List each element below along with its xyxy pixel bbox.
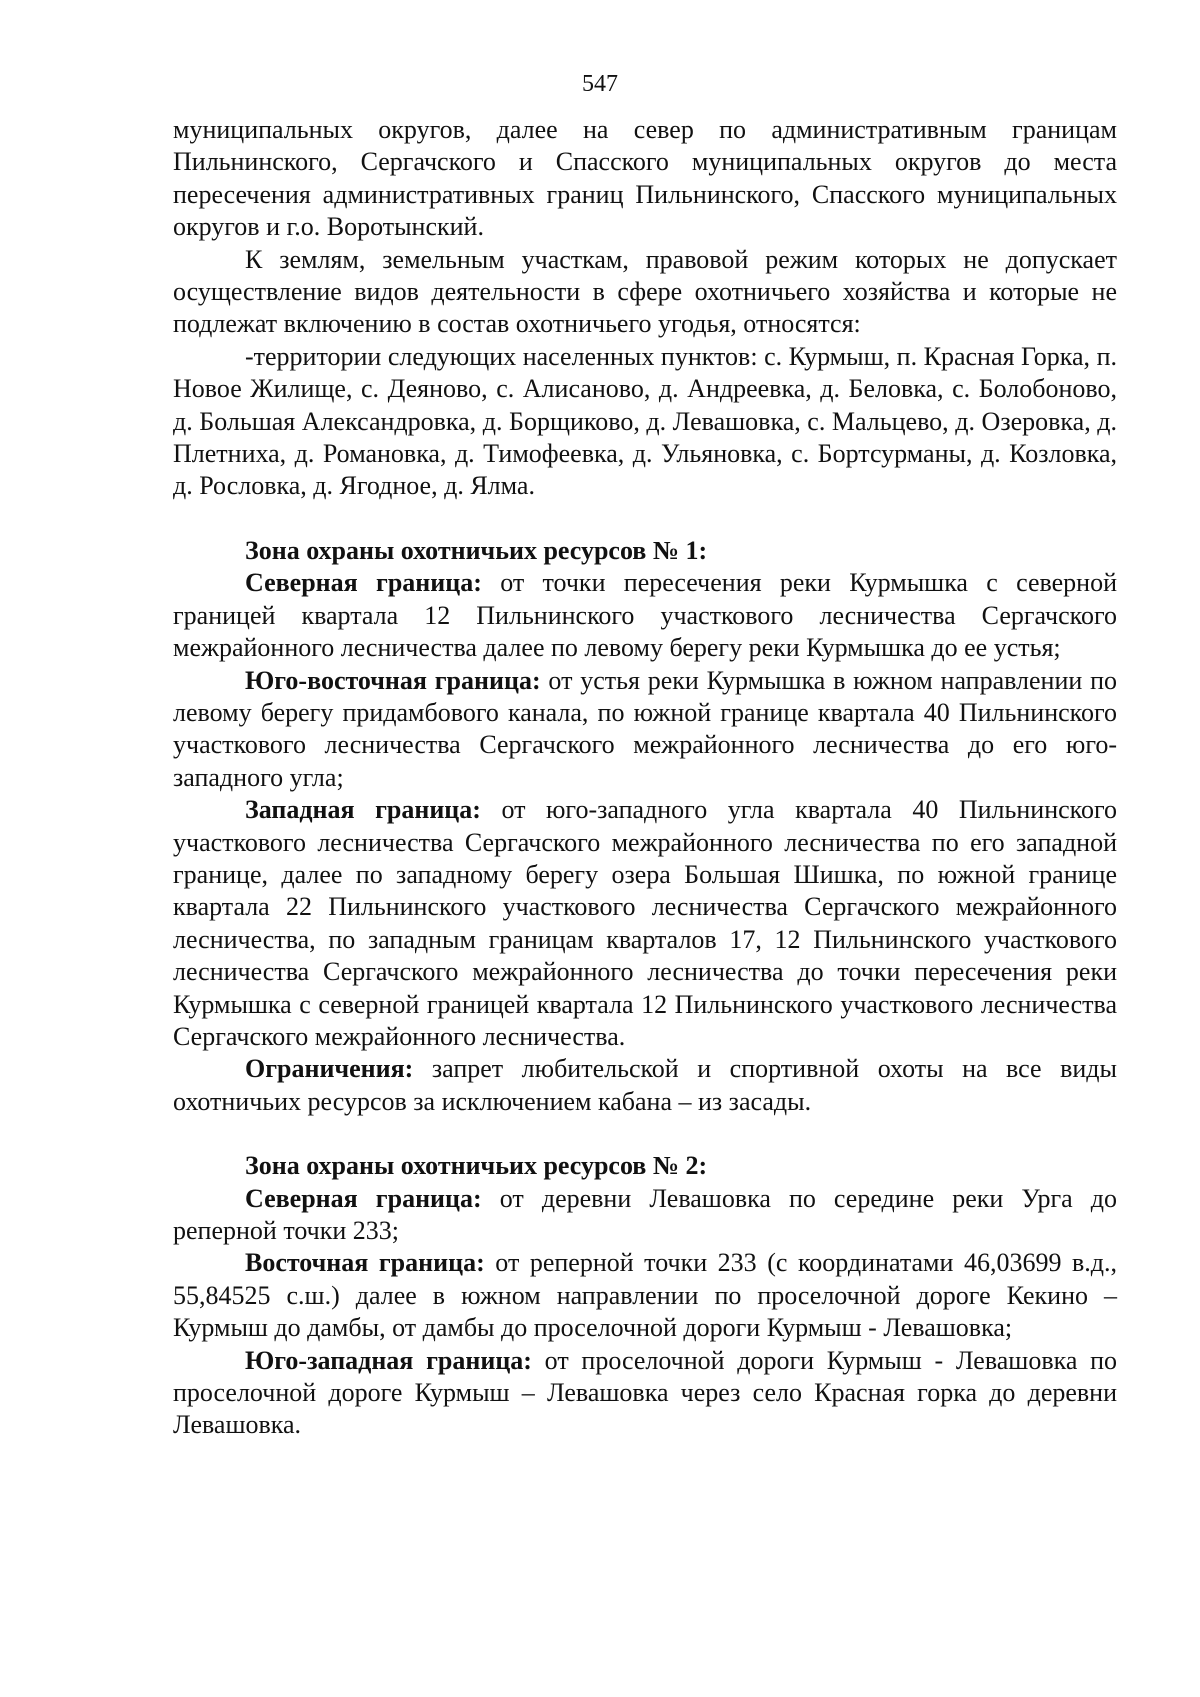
page-number: 547: [582, 71, 618, 97]
zone1-restrictions: [173, 1053, 1117, 1118]
zone2-southwest-boundary: [173, 1345, 1117, 1442]
zone2-east-text: от реперной точки 233 (с координатами 46,03699 в.д., 55,84525 с.ш.) далее в южном направлении по проселочной дороге Кекино – Курмыш до дамбы, от дамбы до проселочной дороги Курмыш - Левашовка;: [173, 1248, 1117, 1343]
zone1-west-text: от юго-западного угла квартала 40 Пильнинского участкового лесничества Сергачского межрайонного лесничества по его западной границе, далее по западному берегу озера Большая Шишка, по южной границе квартала 22 Пильнинского участкового лесничества Сергачского межрайонного лесничества, по западным границам кварталов 17, 12 Пильнинского участкового лесничества Сергачского межрайонного лесничества до точки пересечения реки Курмышка с северной границей квартала 12 Пильнинского участкового лесничества Сергачского межрайонного лесничества.: [173, 795, 1117, 1051]
zone1-north-text: от точки пересечения реки Курмышка с северной границей квартала 12 Пильнинского участкового лесничества Сергачского межрайонного лесничества далее по левому берегу реки Курмышка до ее устья;: [173, 568, 1117, 663]
zone2-north-text: от деревни Левашовка по середине реки Урга до реперной точки 233;: [173, 1183, 1117, 1245]
zone2-north-label: Северная граница:: [245, 1183, 482, 1213]
zone1-restrictions-text: запрет любительской и спортивной охоты на все виды охотничьих ресурсов за исключением кабана – из засады.: [173, 1054, 1117, 1116]
zone1-west-label: Западная граница:: [245, 795, 481, 825]
zone1-title: Зона охраны охотничьих ресурсов № 1:: [245, 535, 708, 565]
section-spacer: [173, 503, 1117, 535]
zone2-east-label: Восточная граница:: [245, 1248, 485, 1278]
zone1-north-label: Северная граница:: [245, 568, 482, 598]
zone1-north-boundary: [173, 567, 1117, 664]
zone1-southeast-label: Юго-восточная граница:: [245, 665, 541, 695]
settlements-list: -территории следующих населенных пунктов: с. Курмыш, п. Красная Горка, п. Новое Жилище, с. Деяново, с. Алисаново, д. Андреевка, д. Беловка, с. Болобоново, д. Большая Александровка, д. Борщиково, д. Левашовка, с. Мальцево, д. Озеровка, д. Плетниха, д. Романовка, д. Тимофеевка, д. Ульяновка, с. Бортсурманы, д. Козловка, д. Рословка, д. Ягодное, д. Ялма.: [173, 341, 1117, 501]
zone2-title: Зона охраны охотничьих ресурсов № 2:: [245, 1151, 708, 1181]
zone2-southwest-label: Юго-западная граница:: [245, 1345, 532, 1375]
section-spacer: [173, 1118, 1117, 1150]
zone1-southeast-text: от устья реки Курмышка в южном направлении по левому берегу придамбового канала, по южной границе квартала 40 Пильнинского участкового лесничества Сергачского межрайонного лесничества до его юго-западного угла;: [173, 665, 1117, 792]
zone2-southwest-text: от проселочной дороги Курмыш - Левашовка по проселочной дороге Курмыш – Левашовка через село Красная горка до деревни Левашовка.: [173, 1345, 1118, 1440]
zone1-southeast-boundary: [173, 665, 1117, 795]
restricted-lands-paragraph: К землям, земельным участкам, правовой режим которых не допускает осуществление видов деятельности в сфере охотничьего хозяйства и которые не подлежат включению в состав охотничьего угодья, относятся:: [173, 244, 1117, 339]
zone2-east-boundary: [173, 1247, 1117, 1344]
intro-continuation: муниципальных округов, далее на север по административным границам Пильнинского, Сергачского и Спасского муниципальных округов до места пересечения административных границ Пильнинского, Спасского муниципальных округов и г.о. Воротынский.: [173, 115, 1117, 242]
zone1-restrictions-label: Ограничения:: [245, 1054, 414, 1084]
zone2-north-boundary: [173, 1183, 1117, 1248]
document-body: [173, 114, 1117, 1442]
zone1-west-boundary: [173, 794, 1117, 1053]
